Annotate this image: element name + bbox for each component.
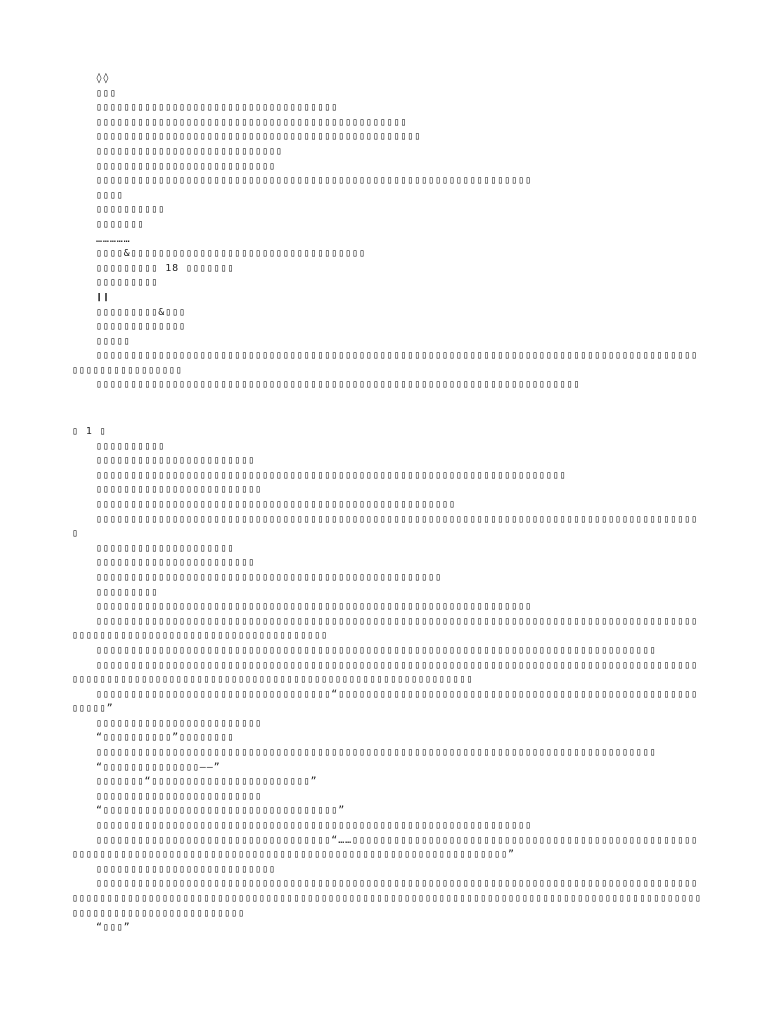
paragraph: ▯▯▯▯▯▯▯▯▯▯▯▯▯▯▯▯▯▯▯▯▯▯▯▯ <box>96 717 263 729</box>
front-line: ▯▯▯▯▯▯▯▯▯▯▯▯▯▯▯▯▯▯▯▯▯▯▯▯▯▯▯▯▯▯▯▯▯▯▯▯▯▯▯▯▯▯▯▯▯▯▯▯▯▯▯▯▯▯▯▯▯▯▯▯▯▯▯▯▯▯▯▯▯▯ <box>96 379 581 391</box>
paragraph: ▯▯▯▯▯▯▯▯▯▯▯▯▯▯▯▯▯▯▯▯▯▯▯▯▯▯▯▯▯▯▯▯▯▯▯▯▯▯▯▯▯▯▯▯▯▯▯▯▯▯▯▯▯▯▯▯▯▯▯▯▯▯▯▯▯▯▯▯▯▯▯▯▯▯▯▯▯▯▯▯▯▯▯▯▯▯▯▯▯▯▯▯▯▯▯▯▯▯▯▯▯▯▯▯▯▯▯▯▯▯▯▯▯▯▯▯▯▯▯▯▯▯▯▯▯▯▯▯▯▯▯▯▯▯▯▯▯▯▯▯▯▯▯▯▯ <box>72 659 699 686</box>
paragraph: ▯▯▯▯▯▯▯▯▯▯▯▯▯▯▯▯▯▯▯▯▯▯▯▯▯▯▯▯▯▯▯▯▯▯▯▯▯▯▯▯▯▯▯▯▯▯▯▯▯▯▯▯▯▯▯▯▯▯▯▯▯▯▯▯▯▯▯▯▯▯▯▯▯▯▯▯▯▯▯▯▯▯▯▯▯▯▯▯▯▯▯▯▯▯▯▯▯▯▯▯▯▯▯▯▯▯▯▯▯▯▯▯▯▯▯▯▯▯▯▯▯▯▯▯▯▯▯▯▯▯▯▯▯▯▯▯▯▯▯▯▯▯▯▯▯▯▯▯▯▯▯▯▯▯▯▯▯▯▯▯▯▯▯▯▯▯▯▯▯▯▯▯▯▯▯▯▯▯▯▯▯▯▯▯▯▯▯▯▯▯▯▯▯▯▯▯▯▯▯▯▯▯▯ <box>72 878 702 919</box>
front-line: ▯▯▯▯▯▯▯▯▯▯ <box>96 204 166 216</box>
front-line: ▯▯▯▯▯ <box>96 335 131 347</box>
paragraph: ▯▯▯▯▯▯▯▯▯▯▯▯▯▯▯▯▯▯▯▯▯▯▯▯▯▯▯▯▯▯▯▯▯▯▯▯▯▯▯▯▯▯▯▯▯▯▯▯▯▯▯▯▯▯▯▯▯▯▯▯▯▯▯▯▯▯▯▯▯▯▯▯▯▯▯▯▯▯▯▯▯ <box>96 644 657 656</box>
chapter-heading: ▯ 1 ▯ <box>72 426 107 437</box>
chapter-body <box>72 425 702 936</box>
paragraph: ▯▯▯▯▯▯▯▯▯▯▯▯▯▯▯▯▯▯▯▯▯▯▯▯ <box>96 484 263 496</box>
paragraph: ▯▯▯▯▯▯▯▯▯▯▯▯▯▯▯▯▯▯▯▯▯▯▯▯▯▯▯▯▯▯▯▯▯▯“……▯▯▯▯▯▯▯▯▯▯▯▯▯▯▯▯▯▯▯▯▯▯▯▯▯▯▯▯▯▯▯▯▯▯▯▯▯▯▯▯▯▯▯▯▯▯▯▯▯▯▯▯▯▯▯▯▯▯▯▯▯▯▯▯▯▯▯▯▯▯▯▯▯▯▯▯▯▯▯▯▯▯▯▯▯▯▯▯▯▯▯▯▯▯▯▯▯▯▯▯▯▯▯▯▯▯▯▯▯▯▯▯▯” <box>72 834 699 861</box>
front-line: ▯▯▯▯▯▯▯▯▯▯▯▯▯▯▯▯▯▯▯▯▯▯▯▯▯▯▯ <box>96 145 283 157</box>
front-line: ▯▯▯▯▯▯▯▯▯&▯▯▯ <box>96 306 186 318</box>
dialogue-line: ▯▯▯▯▯▯▯“▯▯▯▯▯▯▯▯▯▯▯▯▯▯▯▯▯▯▯▯▯▯▯” <box>96 776 318 788</box>
paragraph: ▯▯▯▯▯▯▯▯▯▯▯▯▯▯▯▯▯▯▯▯▯▯▯▯▯▯▯▯▯▯▯▯▯▯▯▯▯▯▯▯▯▯▯▯▯▯▯▯▯▯▯▯▯▯▯▯▯▯▯▯▯▯▯▯▯▯▯▯▯▯▯▯▯▯▯▯▯▯▯▯▯ <box>96 747 657 759</box>
paragraph: ▯▯▯▯▯▯▯▯▯▯▯▯▯▯▯▯▯▯▯▯▯▯▯▯▯▯▯▯▯▯▯▯▯▯▯▯▯▯▯▯▯▯▯▯▯▯▯▯▯▯▯▯▯▯▯▯▯▯▯▯▯▯▯ <box>96 820 532 832</box>
front-line: ▯▯▯▯▯▯▯ <box>96 218 145 230</box>
paragraph: ▯▯▯▯▯▯▯▯▯▯▯▯▯▯▯▯▯▯▯▯▯▯▯ <box>96 455 256 467</box>
paragraph: ▯▯▯▯▯▯▯▯▯ <box>96 586 159 598</box>
ornament: ◊◊ <box>96 73 110 84</box>
paragraph: ▯▯▯▯▯▯▯▯▯▯▯▯▯▯▯▯▯▯▯▯▯▯▯▯▯▯ <box>96 863 276 875</box>
paragraph: ▯▯▯▯▯▯▯▯▯▯▯▯▯▯▯▯▯▯▯▯▯▯▯▯▯▯▯▯▯▯▯▯▯▯▯▯▯▯▯▯▯▯▯▯▯▯▯▯▯▯▯▯▯▯▯▯▯▯▯▯▯▯▯ <box>96 601 532 613</box>
front-line: ▯▯▯▯▯▯▯▯▯▯▯▯▯▯▯▯▯▯▯▯▯▯▯▯▯▯▯▯▯▯▯▯▯▯▯▯▯▯▯▯▯▯▯▯▯▯▯ <box>96 131 422 143</box>
ellipsis-line: …………… <box>96 233 131 245</box>
paragraph: ▯▯▯▯▯▯▯▯▯▯▯▯▯▯▯▯▯▯▯▯▯▯▯▯▯▯▯▯▯▯▯▯▯▯“▯▯▯▯▯▯▯▯▯▯▯▯▯▯▯▯▯▯▯▯▯▯▯▯▯▯▯▯▯▯▯▯▯▯▯▯▯▯▯▯▯▯▯▯▯▯▯▯▯▯▯▯▯▯▯▯▯” <box>72 688 699 715</box>
paragraph: ▯▯▯▯▯▯▯▯▯▯ <box>96 440 166 452</box>
dialogue-line: “▯▯▯▯▯▯▯▯▯▯”▯▯▯▯▯▯▯▯ <box>96 732 235 744</box>
paragraph: ▯▯▯▯▯▯▯▯▯▯▯▯▯▯▯▯▯▯▯▯▯▯▯▯ <box>96 790 263 802</box>
pause-mark: ❙❙ <box>96 291 110 303</box>
dialogue-line: “▯▯▯▯▯▯▯▯▯▯▯▯▯▯▯▯▯▯▯▯▯▯▯▯▯▯▯▯▯▯▯▯▯▯” <box>96 805 346 817</box>
paragraph: ▯▯▯▯▯▯▯▯▯▯▯▯▯▯▯▯▯▯▯▯▯▯▯▯▯▯▯▯▯▯▯▯▯▯▯▯▯▯▯▯▯▯▯▯▯▯▯▯▯▯▯▯▯▯▯▯▯▯▯▯▯▯▯▯▯▯▯▯ <box>96 469 567 481</box>
paragraph: ▯▯▯▯▯▯▯▯▯▯▯▯▯▯▯▯▯▯▯▯▯▯▯ <box>96 557 256 569</box>
paragraph: ▯▯▯▯▯▯▯▯▯▯▯▯▯▯▯▯▯▯▯▯ <box>96 542 235 554</box>
front-line: ▯▯▯▯▯▯▯▯▯ 18 ▯▯▯▯▯▯▯ <box>96 262 235 274</box>
paragraph: ▯▯▯▯▯▯▯▯▯▯▯▯▯▯▯▯▯▯▯▯▯▯▯▯▯▯▯▯▯▯▯▯▯▯▯▯▯▯▯▯▯▯▯▯▯▯▯▯▯▯▯▯▯▯▯▯▯▯▯▯▯▯▯▯▯▯▯▯▯▯▯▯▯▯▯▯▯▯▯▯▯▯▯▯▯▯▯▯▯▯▯▯▯▯▯▯▯▯▯▯▯▯▯▯▯▯▯▯▯▯▯▯▯▯▯▯▯▯▯▯▯▯▯▯ <box>72 615 699 642</box>
front-line: ▯▯▯▯&▯▯▯▯▯▯▯▯▯▯▯▯▯▯▯▯▯▯▯▯▯▯▯▯▯▯▯▯▯▯▯▯▯▯ <box>96 248 366 260</box>
front-paragraph: ▯▯▯▯▯▯▯▯▯▯▯▯▯▯▯▯▯▯▯▯▯▯▯▯▯▯▯▯▯▯▯▯▯▯▯▯▯▯▯▯▯▯▯▯▯▯▯▯▯▯▯▯▯▯▯▯▯▯▯▯▯▯▯▯▯▯▯▯▯▯▯▯▯▯▯▯▯▯▯▯▯▯▯▯▯▯▯▯▯▯▯▯▯▯▯▯▯▯▯▯▯▯▯ <box>72 350 699 376</box>
paragraph: ▯▯▯▯▯▯▯▯▯▯▯▯▯▯▯▯▯▯▯▯▯▯▯▯▯▯▯▯▯▯▯▯▯▯▯▯▯▯▯▯▯▯▯▯▯▯▯▯▯▯▯▯▯▯▯▯▯▯▯▯▯▯▯▯▯▯▯▯▯▯▯▯▯▯▯▯▯▯▯▯▯▯▯▯▯▯▯▯ <box>72 513 699 540</box>
dialogue-line: “▯▯▯▯▯▯▯▯▯▯▯▯▯▯——” <box>96 761 221 773</box>
front-line: ▯▯▯▯▯▯▯▯▯▯▯▯▯▯▯▯▯▯▯▯▯▯▯▯▯▯▯▯▯▯▯▯▯▯▯▯▯▯▯▯▯▯▯▯▯ <box>96 116 408 128</box>
front-matter <box>72 72 702 393</box>
front-line: ▯▯▯▯▯▯▯▯▯▯▯▯▯ <box>96 321 186 333</box>
front-line: ▯▯▯▯▯▯▯▯▯▯▯▯▯▯▯▯▯▯▯▯▯▯▯▯▯▯▯▯▯▯▯▯▯▯▯ <box>96 102 339 114</box>
front-line: ▯▯▯▯▯▯▯▯▯▯▯▯▯▯▯▯▯▯▯▯▯▯▯▯▯▯▯▯▯▯▯▯▯▯▯▯▯▯▯▯▯▯▯▯▯▯▯▯▯▯▯▯▯▯▯▯▯▯▯▯▯▯▯ <box>96 175 532 187</box>
front-line: ▯▯▯▯ <box>96 189 124 201</box>
front-line: ▯▯▯▯▯▯▯▯▯ <box>96 277 159 289</box>
paragraph: ▯▯▯▯▯▯▯▯▯▯▯▯▯▯▯▯▯▯▯▯▯▯▯▯▯▯▯▯▯▯▯▯▯▯▯▯▯▯▯▯▯▯▯▯▯▯▯▯▯▯ <box>96 571 443 583</box>
front-line: ▯▯▯ <box>96 87 117 99</box>
dialogue-line: “▯▯▯” <box>96 922 131 934</box>
paragraph: ▯▯▯▯▯▯▯▯▯▯▯▯▯▯▯▯▯▯▯▯▯▯▯▯▯▯▯▯▯▯▯▯▯▯▯▯▯▯▯▯▯▯▯▯▯▯▯▯▯▯▯▯ <box>96 498 456 510</box>
front-line: ▯▯▯▯▯▯▯▯▯▯▯▯▯▯▯▯▯▯▯▯▯▯▯▯▯▯ <box>96 160 276 172</box>
